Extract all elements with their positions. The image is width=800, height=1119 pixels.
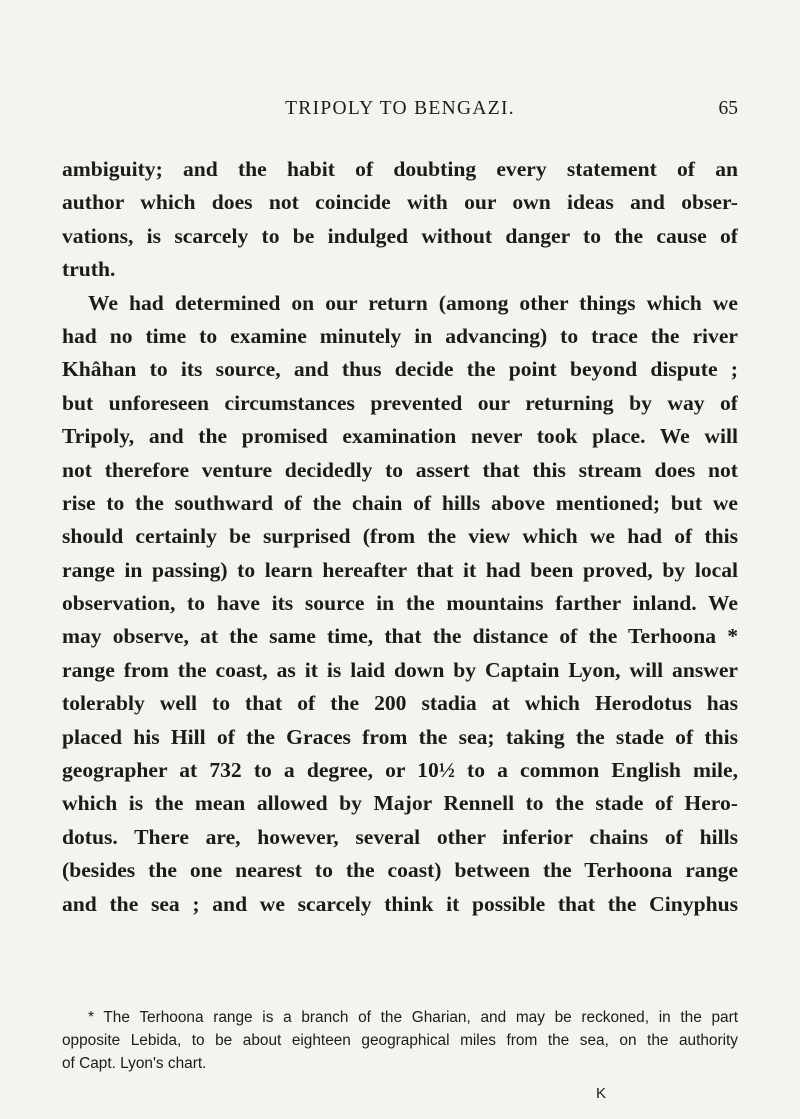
footnote-line: * The Terhoona range is a branch of the Gharian, and may be reckoned, in the part: [88, 1009, 738, 1026]
text-line: not therefore venture decidedly to assert that this stream does not: [62, 457, 738, 482]
text-line: Khâhan to its source, and thus decide the point beyond dispute ;: [62, 357, 738, 382]
text-line: placed his Hill of the Graces from the sea; taking the stade of this: [62, 724, 738, 749]
text-line: truth.: [62, 257, 116, 282]
page-number: 65: [718, 98, 738, 119]
text-line: may observe, at the same time, that the distance of the Terhoona *: [62, 624, 738, 649]
running-header: [62, 98, 738, 128]
text-line: author which does not coincide with our own ideas and obser-: [62, 190, 738, 215]
signature-mark: K: [596, 1085, 607, 1102]
text-line: ambiguity; and the habit of doubting every statement of an: [62, 157, 738, 181]
text-line: rise to the southward of the chain of hills above mentioned; but we: [62, 490, 738, 515]
text-line: should certainly be surprised (from the view which we had of this: [62, 524, 738, 549]
text-line: We had determined on our return (among other things which we: [88, 290, 738, 315]
text-line: but unforeseen circumstances prevented our returning by way of: [62, 390, 738, 415]
text-line: vations, is scarcely to be indulged without danger to the cause of: [62, 223, 738, 248]
body-text: [62, 153, 738, 921]
running-title: TRIPOLY TO BENGAZI.: [285, 98, 515, 119]
footnote: [62, 1006, 738, 1075]
text-line: range from the coast, as it is laid down by Captain Lyon, will answer: [62, 657, 738, 682]
footnote-line: of Capt. Lyon's chart.: [62, 1055, 207, 1072]
text-line: tolerably well to that of the 200 stadia at which Herodotus has: [62, 691, 738, 716]
text-line: geographer at 732 to a degree, or 10½ to a common English mile,: [62, 758, 738, 783]
text-line: observation, to have its source in the mountains farther inland. We: [62, 591, 738, 616]
text-line: and the sea ; and we scarcely think it possible that the Cinyphus: [62, 891, 738, 916]
footnote-line: opposite Lebida, to be about eighteen geographical miles from the sea, on the authority: [62, 1032, 738, 1049]
text-line: dotus. There are, however, several other inferior chains of hills: [62, 824, 738, 849]
text-line: (besides the one nearest to the coast) between the Terhoona range: [62, 858, 738, 883]
text-line: range in passing) to learn hereafter that it had been proved, by local: [62, 557, 738, 582]
text-line: had no time to examine minutely in advancing) to trace the river: [62, 323, 738, 348]
text-line: Tripoly, and the promised examination never took place. We will: [62, 424, 738, 449]
text-line: which is the mean allowed by Major Rennell to the stade of Hero-: [62, 791, 738, 816]
